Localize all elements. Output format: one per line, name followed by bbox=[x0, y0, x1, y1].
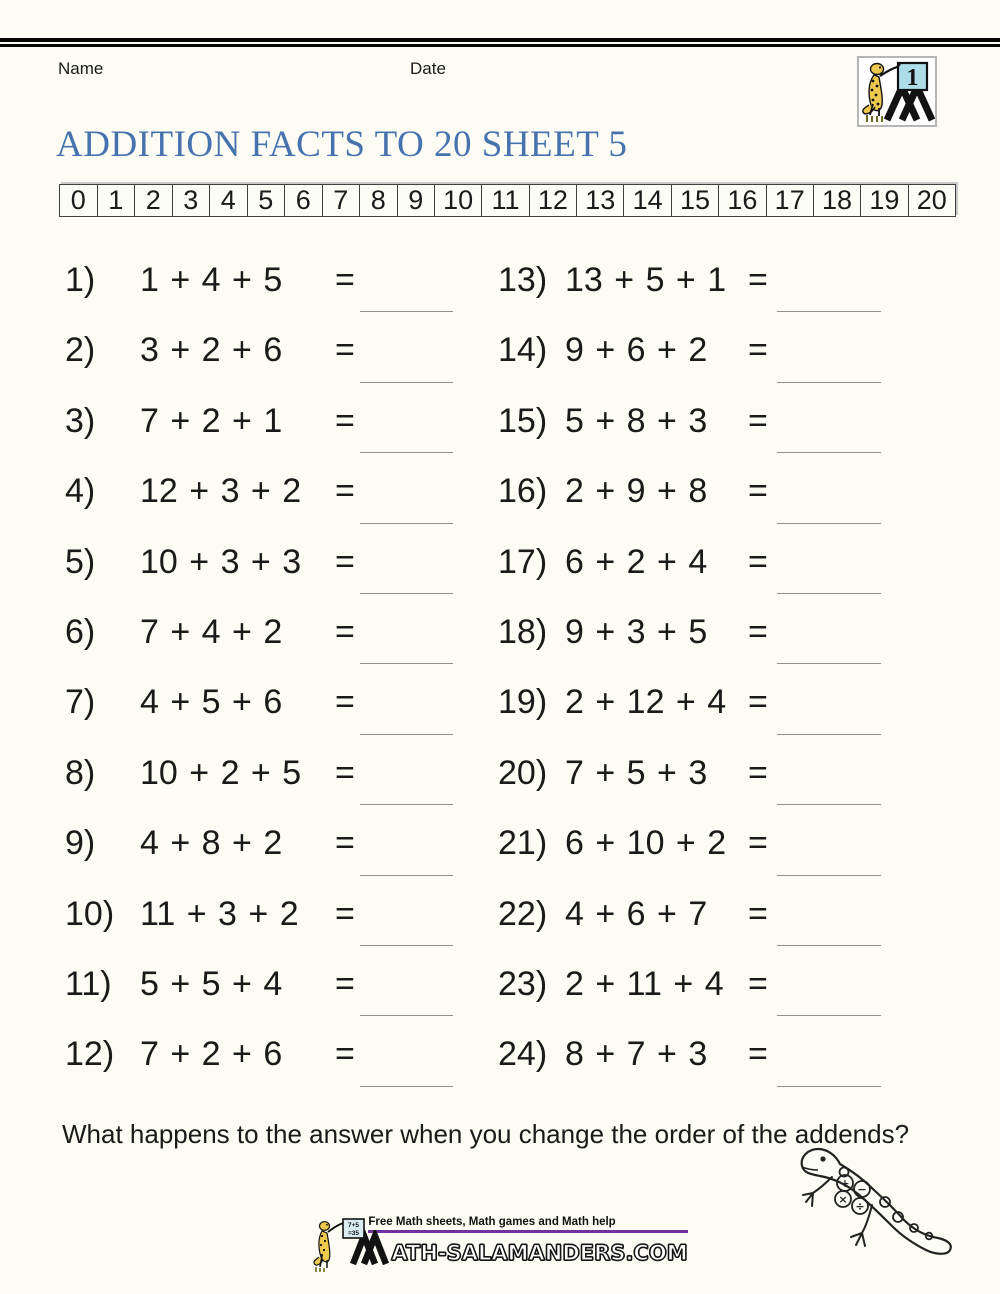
footer-board-line2: =35 bbox=[348, 1230, 360, 1237]
problem-number: 5) bbox=[65, 542, 96, 581]
problem-row bbox=[0, 456, 1000, 526]
problem-number: 19) bbox=[498, 683, 548, 722]
answer-line[interactable] bbox=[777, 945, 881, 946]
number-line-cell: 20 bbox=[908, 185, 955, 216]
problem-expression: 1 + 4 + 5 bbox=[140, 261, 283, 299]
number-line-cell: 14 bbox=[623, 185, 670, 216]
problem-number: 23) bbox=[498, 964, 548, 1003]
footer-tagline: Free Math sheets, Math games and Math help bbox=[368, 1216, 616, 1228]
badge-number: 1 bbox=[906, 65, 919, 91]
answer-line[interactable] bbox=[777, 875, 881, 876]
problem-number: 18) bbox=[498, 612, 548, 651]
footer bbox=[0, 1216, 1000, 1265]
footer-site-text: ATH-SALAMANDERS.COM bbox=[391, 1240, 688, 1265]
problem-number: 8) bbox=[65, 753, 96, 792]
problem-expression: 6 + 10 + 2 bbox=[565, 824, 727, 863]
svg-text:÷: ÷ bbox=[855, 1200, 865, 1213]
problem-number: 12) bbox=[65, 1035, 115, 1074]
equals-sign: = bbox=[335, 331, 355, 370]
answer-line[interactable] bbox=[360, 804, 453, 805]
problem-number: 17) bbox=[498, 542, 548, 581]
problem-row bbox=[0, 245, 1000, 315]
number-line-cell: 7 bbox=[322, 185, 360, 216]
problem-number: 2) bbox=[65, 331, 96, 370]
answer-line[interactable] bbox=[777, 593, 881, 594]
equals-sign: = bbox=[748, 612, 768, 651]
number-line-cell: 12 bbox=[529, 185, 576, 216]
salamander-logo-badge bbox=[857, 56, 937, 127]
number-line-cell: 6 bbox=[284, 185, 322, 216]
problem-number: 15) bbox=[498, 401, 548, 440]
problem-number: 16) bbox=[498, 472, 548, 511]
answer-line[interactable] bbox=[360, 382, 453, 383]
problem-row bbox=[0, 949, 1000, 1019]
problem-expression: 9 + 3 + 5 bbox=[565, 612, 708, 651]
equals-sign: = bbox=[748, 683, 768, 722]
answer-line[interactable] bbox=[777, 734, 881, 735]
number-line-cell: 18 bbox=[813, 185, 860, 216]
equals-sign: = bbox=[748, 331, 768, 370]
problems bbox=[0, 245, 1000, 1090]
number-line-cell: 10 bbox=[434, 185, 481, 216]
svg-text:−: − bbox=[857, 1183, 867, 1196]
answer-line[interactable] bbox=[777, 663, 881, 664]
equals-sign: = bbox=[748, 894, 768, 933]
answer-line[interactable] bbox=[360, 1015, 453, 1016]
answer-line[interactable] bbox=[360, 875, 453, 876]
answer-line[interactable] bbox=[777, 311, 881, 312]
svg-text:×: × bbox=[838, 1193, 848, 1206]
answer-line[interactable] bbox=[360, 452, 453, 453]
equals-sign: = bbox=[335, 964, 355, 1003]
problem-row bbox=[0, 738, 1000, 808]
problem-expression: 7 + 2 + 6 bbox=[140, 1035, 283, 1074]
problem-expression: 2 + 11 + 4 bbox=[565, 964, 724, 1003]
problem-expression: 4 + 6 + 7 bbox=[565, 894, 708, 933]
footer-salamander-icon bbox=[312, 1217, 366, 1273]
problem-number: 21) bbox=[498, 824, 548, 863]
problem-number: 20) bbox=[498, 753, 548, 792]
problem-number: 10) bbox=[65, 894, 115, 933]
problem-expression: 7 + 2 + 1 bbox=[140, 401, 283, 440]
answer-line[interactable] bbox=[360, 734, 453, 735]
number-line-cell: 4 bbox=[209, 185, 247, 216]
answer-line[interactable] bbox=[360, 523, 453, 524]
problem-expression: 11 + 3 + 2 bbox=[140, 894, 299, 933]
salamander-easel-icon bbox=[859, 58, 935, 125]
equals-sign: = bbox=[335, 542, 355, 581]
equals-sign: = bbox=[335, 1035, 355, 1074]
svg-text:+: + bbox=[840, 1177, 850, 1190]
equals-sign: = bbox=[335, 612, 355, 651]
problem-expression: 10 + 3 + 3 bbox=[140, 542, 302, 581]
number-line bbox=[59, 184, 956, 217]
number-line-cell: 3 bbox=[172, 185, 210, 216]
number-line-cell: 5 bbox=[247, 185, 285, 216]
problem-expression: 4 + 5 + 6 bbox=[140, 683, 283, 722]
name-label: Name bbox=[58, 59, 104, 78]
problem-expression: 13 + 5 + 1 bbox=[565, 261, 727, 299]
problem-number: 4) bbox=[65, 472, 96, 511]
equals-sign: = bbox=[748, 824, 768, 863]
problem-row bbox=[0, 597, 1000, 667]
problem-number: 9) bbox=[65, 824, 96, 863]
problem-expression: 2 + 12 + 4 bbox=[565, 683, 727, 722]
equals-sign: = bbox=[335, 683, 355, 722]
answer-line[interactable] bbox=[777, 523, 881, 524]
problem-number: 7) bbox=[65, 683, 96, 722]
problem-expression: 5 + 8 + 3 bbox=[565, 401, 708, 440]
equals-sign: = bbox=[335, 824, 355, 863]
equals-sign: = bbox=[748, 964, 768, 1003]
top-double-rule bbox=[0, 38, 1000, 47]
problem-number: 22) bbox=[498, 894, 548, 933]
problem-row bbox=[0, 527, 1000, 597]
number-line-cell: 11 bbox=[481, 185, 528, 216]
problem-row bbox=[0, 386, 1000, 456]
equals-sign: = bbox=[748, 753, 768, 792]
equals-sign: = bbox=[748, 472, 768, 511]
problem-expression: 10 + 2 + 5 bbox=[140, 753, 302, 792]
page-title: ADDITION FACTS TO 20 SHEET 5 bbox=[56, 124, 628, 165]
number-line-cell: 13 bbox=[576, 185, 623, 216]
problem-expression: 9 + 6 + 2 bbox=[565, 331, 708, 370]
problem-row bbox=[0, 315, 1000, 385]
problem-number: 13) bbox=[498, 261, 548, 299]
answer-line[interactable] bbox=[360, 311, 453, 312]
problem-number: 11) bbox=[65, 964, 112, 1003]
number-line-cell: 19 bbox=[860, 185, 907, 216]
footer-board-line1: 7+5 bbox=[348, 1222, 360, 1229]
problem-expression: 3 + 2 + 6 bbox=[140, 331, 283, 370]
problem-number: 3) bbox=[65, 401, 96, 440]
equals-sign: = bbox=[335, 753, 355, 792]
problem-expression: 7 + 5 + 3 bbox=[565, 753, 708, 792]
answer-line[interactable] bbox=[777, 1086, 881, 1087]
number-line-cell: 2 bbox=[134, 185, 172, 216]
problem-expression: 12 + 3 + 2 bbox=[140, 472, 302, 511]
problem-expression: 2 + 9 + 8 bbox=[565, 472, 708, 511]
problem-row bbox=[0, 667, 1000, 737]
answer-line[interactable] bbox=[360, 945, 453, 946]
footer-site-name[interactable] bbox=[350, 1230, 687, 1265]
date-label: Date bbox=[410, 59, 446, 78]
problem-expression: 8 + 7 + 3 bbox=[565, 1035, 708, 1074]
equals-sign: = bbox=[748, 1035, 768, 1074]
equals-sign: = bbox=[748, 401, 768, 440]
problem-row bbox=[0, 879, 1000, 949]
problem-expression: 4 + 8 + 2 bbox=[140, 824, 283, 863]
problem-row bbox=[0, 1019, 1000, 1089]
equals-sign: = bbox=[748, 261, 768, 299]
problem-expression: 6 + 2 + 4 bbox=[565, 542, 708, 581]
problem-number: 14) bbox=[498, 331, 548, 370]
answer-line[interactable] bbox=[360, 1086, 453, 1087]
problem-number: 1) bbox=[65, 261, 96, 299]
problem-expression: 7 + 4 + 2 bbox=[140, 612, 283, 651]
equals-sign: = bbox=[335, 401, 355, 440]
answer-line[interactable] bbox=[360, 593, 453, 594]
equals-sign: = bbox=[335, 894, 355, 933]
problem-expression: 5 + 5 + 4 bbox=[140, 964, 283, 1003]
answer-line[interactable] bbox=[777, 452, 881, 453]
problem-number: 24) bbox=[498, 1035, 548, 1074]
number-line-cell: 16 bbox=[718, 185, 765, 216]
number-line-cell: 17 bbox=[766, 185, 813, 216]
number-line-cell: 1 bbox=[97, 185, 135, 216]
number-line-cell: 0 bbox=[70, 184, 86, 215]
problem-row bbox=[0, 808, 1000, 878]
answer-line[interactable] bbox=[777, 382, 881, 383]
problem-number: 6) bbox=[65, 612, 96, 651]
answer-line[interactable] bbox=[360, 663, 453, 664]
answer-line[interactable] bbox=[777, 804, 881, 805]
equals-sign: = bbox=[748, 542, 768, 581]
number-line-cell: 8 bbox=[359, 185, 397, 216]
number-line-cell: 9 bbox=[397, 185, 435, 216]
equals-sign: = bbox=[335, 261, 355, 299]
answer-line[interactable] bbox=[777, 1015, 881, 1016]
bottom-question: What happens to the answer when you change the order of the addends? bbox=[62, 1119, 910, 1149]
equals-sign: = bbox=[335, 472, 355, 511]
number-line-cell: 15 bbox=[671, 185, 718, 216]
